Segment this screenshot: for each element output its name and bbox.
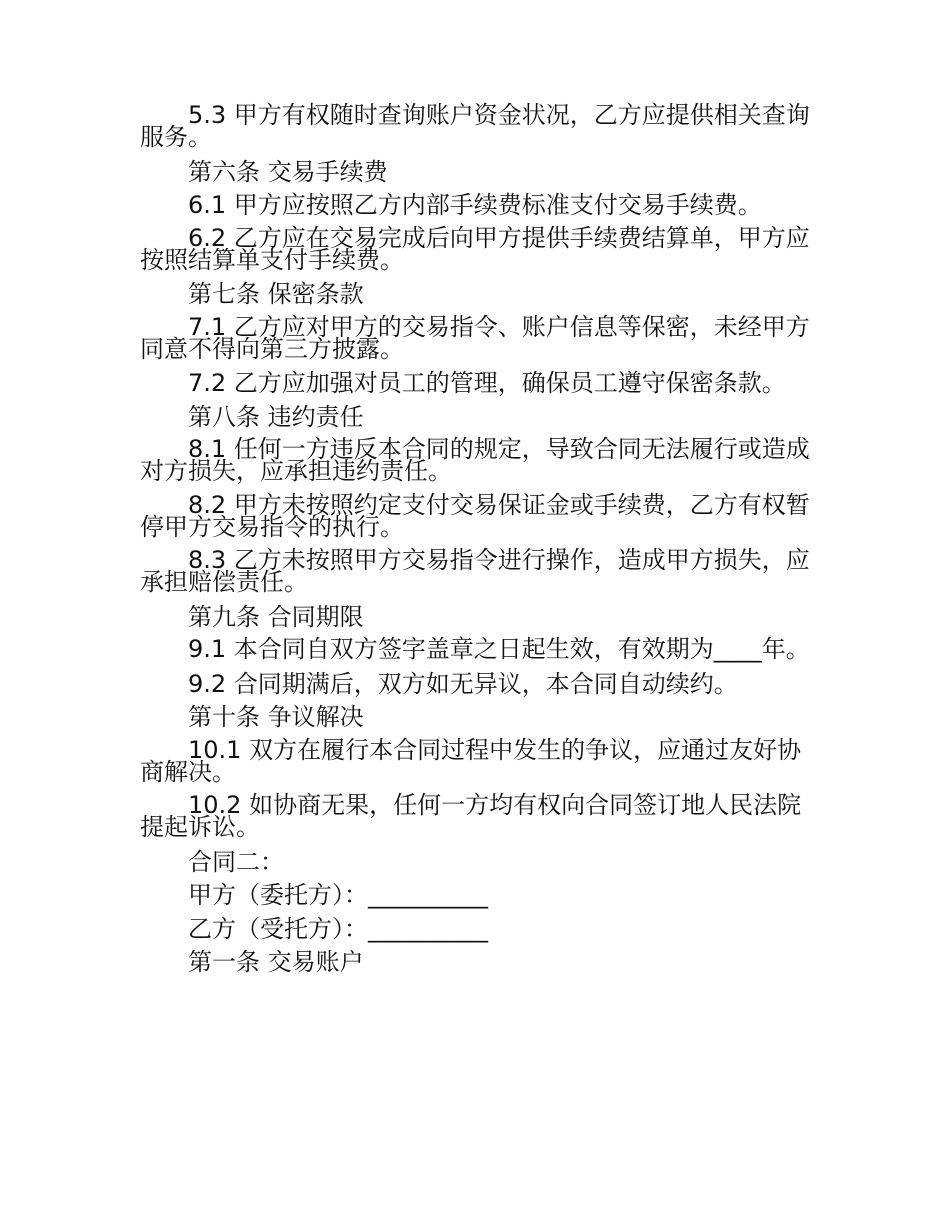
clause-6-1: 6.1 甲方应按照乙方内部手续费标准支付交易手续费。 (188, 191, 762, 219)
clause-9-2: 9.2 合同期满后，双方如无异议，本合同自动续约。 (188, 669, 738, 698)
contract-body (140, 101, 810, 984)
clause-7-1: 7.1 乙方应对甲方的交易指令、账户信息等保密，未经甲方同意不得向第三方披露。 (140, 312, 810, 363)
article-9-heading: 第九条 合同期限 (188, 602, 364, 631)
clause-6-2: 6.2 乙方应在交易完成后向甲方提供手续费结算单，甲方应按照结算单支付手续费。 (140, 223, 810, 274)
clause-9-1: 9.1 本合同自双方签字盖章之日起生效，有效期为____年。 (188, 635, 810, 663)
article-6-heading: 第六条 交易手续费 (188, 157, 388, 186)
article-8-heading: 第八条 违约责任 (188, 402, 364, 431)
contract-two-heading: 合同二： (188, 847, 284, 876)
clause-8-3: 8.3 乙方未按照甲方交易指令进行操作，造成甲方损失，应承担赔偿责任。 (140, 546, 810, 596)
clause-10-2: 10.2 如协商无果，任何一方均有权向合同签订地人民法院提起诉讼。 (140, 791, 802, 841)
article-10-heading: 第十条 争议解决 (188, 703, 364, 731)
party-a-line: 甲方（委托方）：__________ (188, 881, 488, 909)
article-7-heading: 第七条 保密条款 (188, 280, 364, 308)
clause-7-2: 7.2 乙方应加强对员工的管理，确保员工遵守保密条款。 (188, 369, 786, 397)
article-1-heading: 第一条 交易账户 (188, 948, 364, 976)
party-b-line: 乙方（受托方）：__________ (188, 914, 488, 943)
clause-8-2: 8.2 甲方未按照约定支付交易保证金或手续费，乙方有权暂停甲方交易指令的执行。 (140, 490, 810, 541)
clause-5-3: 5.3 甲方有权随时查询账户资金状况，乙方应提供相关查询服务。 (140, 101, 810, 151)
clause-8-1: 8.1 任何一方违反本合同的规定，导致合同无法履行或造成对方损失，应承担违约责任。 (140, 435, 810, 485)
clause-10-1: 10.1 双方在履行本合同过程中发生的争议，应通过友好协商解决。 (140, 735, 802, 786)
